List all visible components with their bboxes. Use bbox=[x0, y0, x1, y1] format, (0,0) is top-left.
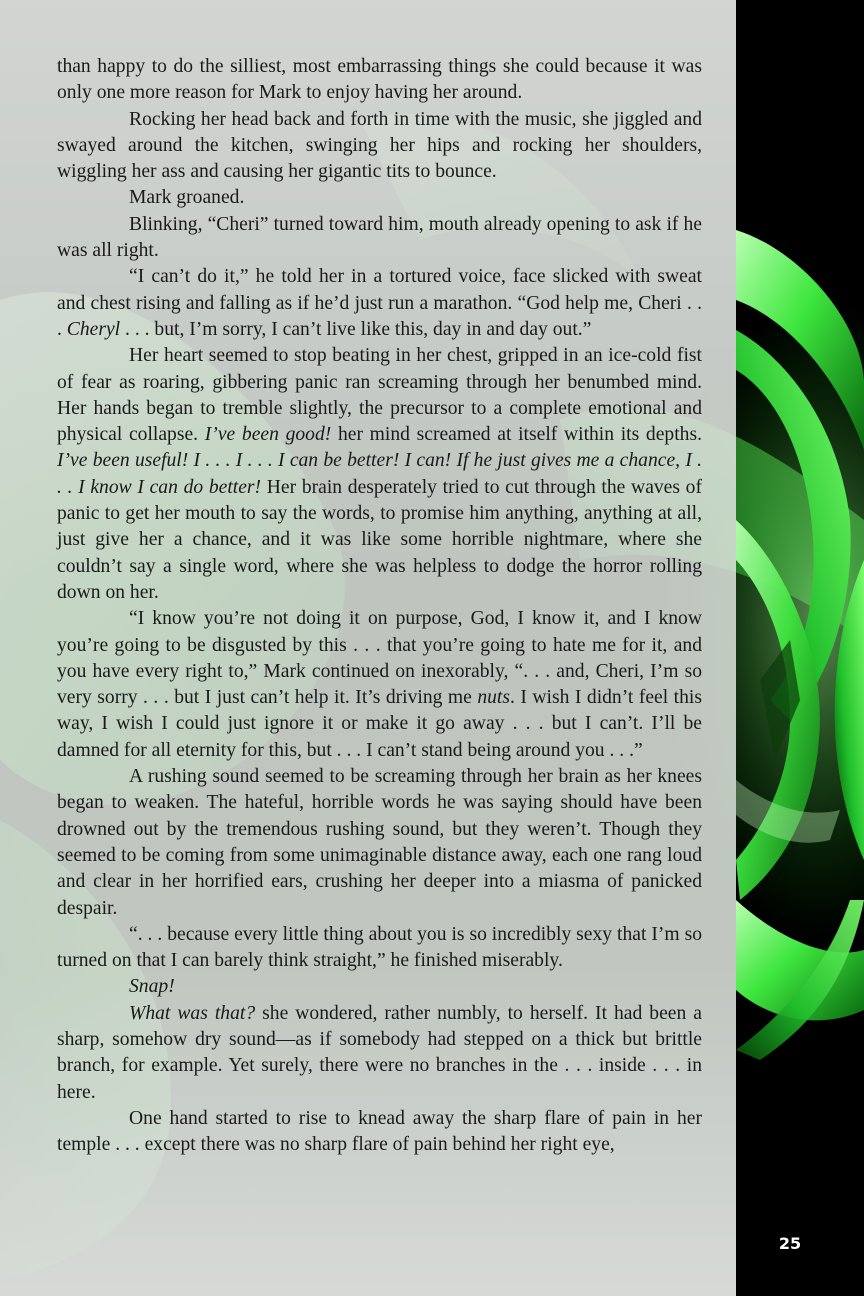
italic-text: I’ve been good! bbox=[204, 424, 332, 446]
text-run: . . . but, I’m sorry, I can’t live like this, day in and day out.” bbox=[120, 318, 592, 340]
text-run: than happy to do the silliest, most embarrassing things she could because it was only one more reason for Mark to enjoy having her around. bbox=[57, 56, 702, 104]
paragraph bbox=[57, 922, 702, 975]
paragraph bbox=[57, 107, 702, 186]
text-run: Her brain desperately tried to cut through the waves of panic to get her mouth to say the words, to promise him anything, anything at all, just give her a chance, and it was like some horrible nightmare, where she couldn’t say a single word, where she was helpless to dodge the horror rolling down on her. bbox=[57, 476, 703, 603]
paragraph bbox=[57, 264, 702, 343]
text-run: “I know you’re not doing it on purpose, God, I know it, and I know you’re going to be disgusted by this . . . that you’re going to hate me for it, and you have every right to,” Mark continued on inexorably, “. . . and, Cheri, I’m so very sorry . . . but I just can’t help it. It’s driving me bbox=[57, 608, 702, 709]
italic-text: Snap! bbox=[129, 976, 175, 998]
text-run: One hand started to rise to knead away the sharp flare of pain in her temple . . . except there was no sharp flare of pain behind her right eye, bbox=[57, 1107, 702, 1156]
paragraph bbox=[57, 1106, 702, 1159]
text-run: Her heart seemed to stop beating in her chest, gripped in an ice-cold fist of fear as roaring, gibbering panic ran screaming through her benumbed mind. Her hands began to tremble slightly, the precursor to a complete emotional and physical collapse. bbox=[57, 345, 702, 446]
paragraph bbox=[57, 185, 702, 211]
text-run: Mark groaned. bbox=[129, 187, 245, 209]
paragraph bbox=[57, 974, 702, 1000]
paragraph bbox=[57, 1001, 702, 1106]
text-run: . I wish I didn’t feel this way, I wish I could just ignore it or make it go away . . . but I can’t. I’ll be damned for all eternity for this, but . . . I can’t stand being around you . . .” bbox=[57, 687, 702, 761]
italic-text: I’ve been useful! I . . . I . . . I can be better! I can! If he just gives me a chance, I . . . I know I can do better! bbox=[57, 450, 702, 498]
text-run: Rocking her head back and forth in time with the music, she jiggled and swayed around the kitchen, swinging her hips and rocking her shoulders, wiggling her ass and causing her gigantic tits to bounce. bbox=[57, 108, 702, 183]
text-run: she wondered, rather numbly, to herself. It had been a sharp, somehow dry sound—as if somebody had stepped on a thick but brittle branch, for example. Yet surely, there were no branches in the . . . inside . . . in here. bbox=[57, 1002, 702, 1103]
paragraph bbox=[57, 606, 702, 764]
paragraph bbox=[57, 343, 702, 606]
text-run: A rushing sound seemed to be screaming through her brain as her knees began to weaken. The hateful, horrible words he was saying should have been drowned out by the tremendous rushing sound, but they weren’t. Though they seemed to be coming from some unimaginable distance away, each one rang loud and clear in her horrified ears, crushing her deeper into a miasma of panicked despair. bbox=[57, 766, 702, 919]
text-run: “I can’t do it,” he told her in a tortured voice, face slicked with sweat and chest rising and falling as if he’d just run a marathon. “God help me, Cheri . . . bbox=[57, 266, 702, 340]
paragraph bbox=[57, 764, 702, 922]
text-run: Blinking, “Cheri” turned toward him, mouth already opening to ask if he was all right. bbox=[57, 213, 702, 262]
paragraph bbox=[57, 212, 702, 265]
body-text bbox=[57, 54, 702, 1158]
page-number: 25 bbox=[778, 1234, 802, 1253]
italic-text: nuts bbox=[477, 687, 510, 709]
italic-text: Cheryl bbox=[66, 318, 121, 340]
italic-text: What was that? bbox=[129, 1002, 256, 1024]
text-run: her mind screamed at itself within its depths. bbox=[331, 424, 702, 446]
text-run: “. . . because every little thing about you is so incredibly sexy that I’m so turned on that I can barely think straight,” he finished miserably. bbox=[57, 923, 702, 972]
paragraph bbox=[57, 54, 702, 107]
